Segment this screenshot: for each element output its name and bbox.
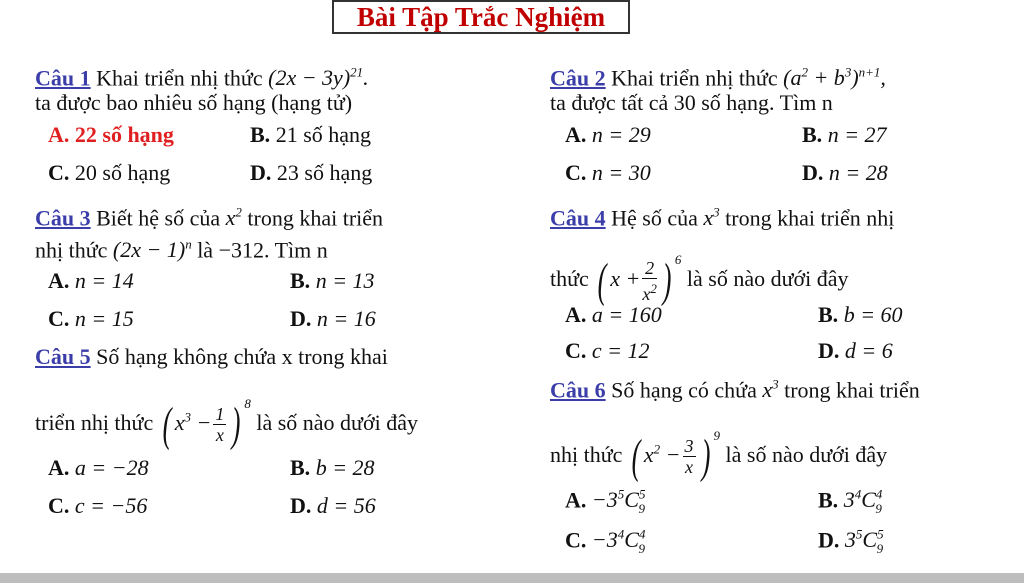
q5-expr: ( $x^3$ − $\frac{1}{x}$ ) $^8$	[162, 396, 251, 451]
q2-line1	[550, 60, 886, 91]
q4-option-d[interactable]: D. d = 6	[818, 338, 893, 363]
q1-line2: ta được bao nhiêu số hạng (hạng tử)	[35, 90, 353, 115]
q5-option-b[interactable]: B. b = 28	[290, 455, 375, 480]
q1-expr: $(2x - 3y)^{21}$.	[268, 65, 369, 91]
q1-option-c[interactable]: C. 20 số hạng	[48, 160, 171, 185]
bottom-divider	[0, 573, 1024, 583]
q6-line2: nhị thức ( $x^2$ − $\frac{3}{x}$ ) $^9$ là số nào dưới đây	[550, 428, 888, 483]
q2-text: Khai triển nhị thức	[611, 65, 778, 91]
q4-label: Câu 4	[550, 205, 606, 231]
q4-line2: thức ( x + $\frac{2}{x^2}$ ) $^6$ là số nào dưới đây	[550, 252, 849, 307]
q2-option-c[interactable]: C. n = 30	[565, 160, 651, 185]
q1-label: Câu 1	[35, 65, 91, 91]
q3-option-c[interactable]: C. n = 15	[48, 306, 134, 331]
page-title: Bài Tập Trắc Nghiệm	[332, 0, 630, 34]
q6-option-c[interactable]: C. $-3^4C^4_9$	[565, 527, 646, 556]
q4-expr: ( x + $\frac{2}{x^2}$ ) $^6$	[597, 252, 682, 307]
q3-option-a[interactable]: A. n = 14	[48, 268, 134, 293]
q2-option-a[interactable]: A. n = 29	[565, 122, 651, 147]
q6-option-a[interactable]: A. $-3^5C^5_9$	[565, 487, 646, 516]
q6-expr: ( $x^2$ − $\frac{3}{x}$ ) $^9$	[631, 428, 721, 483]
q3-line2: nhị thức $(2x - 1)^n$ là −312. Tìm n	[35, 237, 328, 263]
q1-text: Khai triển nhị thức	[96, 65, 263, 91]
q1-option-a[interactable]: A. 22 số hạng	[48, 122, 174, 147]
q4-option-a[interactable]: A. a = 160	[565, 302, 662, 327]
q5-label: Câu 5	[35, 344, 91, 369]
q1-option-b[interactable]: B. 21 số hạng	[250, 122, 372, 147]
q5-line1: Câu 5 Số hạng không chứa x trong khai	[35, 344, 388, 369]
q6-label: Câu 6	[550, 377, 606, 403]
q6-line1: Câu 6 Số hạng có chứa $x^3$ trong khai triển	[550, 377, 920, 403]
q5-line2: triển nhị thức ( $x^3$ − $\frac{1}{x}$ ) $^8$ là số nào dưới đây	[35, 396, 418, 451]
q1-option-d[interactable]: D. 23 số hạng	[250, 160, 373, 185]
q3-option-b[interactable]: B. n = 13	[290, 268, 375, 293]
q2-line2: ta được tất cả 30 số hạng. Tìm n	[550, 90, 833, 115]
q2-label: Câu 2	[550, 65, 606, 91]
q3-label: Câu 3	[35, 205, 91, 231]
q4-line1: Câu 4 Hệ số của $x^3$ trong khai triển nhị	[550, 205, 895, 231]
q3-line1: Câu 3 Biết hệ số của $x^2$ trong khai triển	[35, 205, 384, 231]
q1-line1	[35, 60, 369, 91]
q6-option-d[interactable]: D. $3^5C^5_9$	[818, 527, 884, 556]
q2-option-b[interactable]: B. n = 27	[802, 122, 887, 147]
q5-option-d[interactable]: D. d = 56	[290, 493, 376, 518]
q2-expr: $(a^2 + b^3)^{n+1}$,	[783, 65, 886, 91]
q3-option-d[interactable]: D. n = 16	[290, 306, 376, 331]
q5-option-c[interactable]: C. c = −56	[48, 493, 148, 518]
q4-option-b[interactable]: B. b = 60	[818, 302, 903, 327]
q6-option-b[interactable]: B. $3^4C^4_9$	[818, 487, 883, 516]
q4-option-c[interactable]: C. c = 12	[565, 338, 650, 363]
q2-option-d[interactable]: D. n = 28	[802, 160, 888, 185]
q5-option-a[interactable]: A. a = −28	[48, 455, 149, 480]
